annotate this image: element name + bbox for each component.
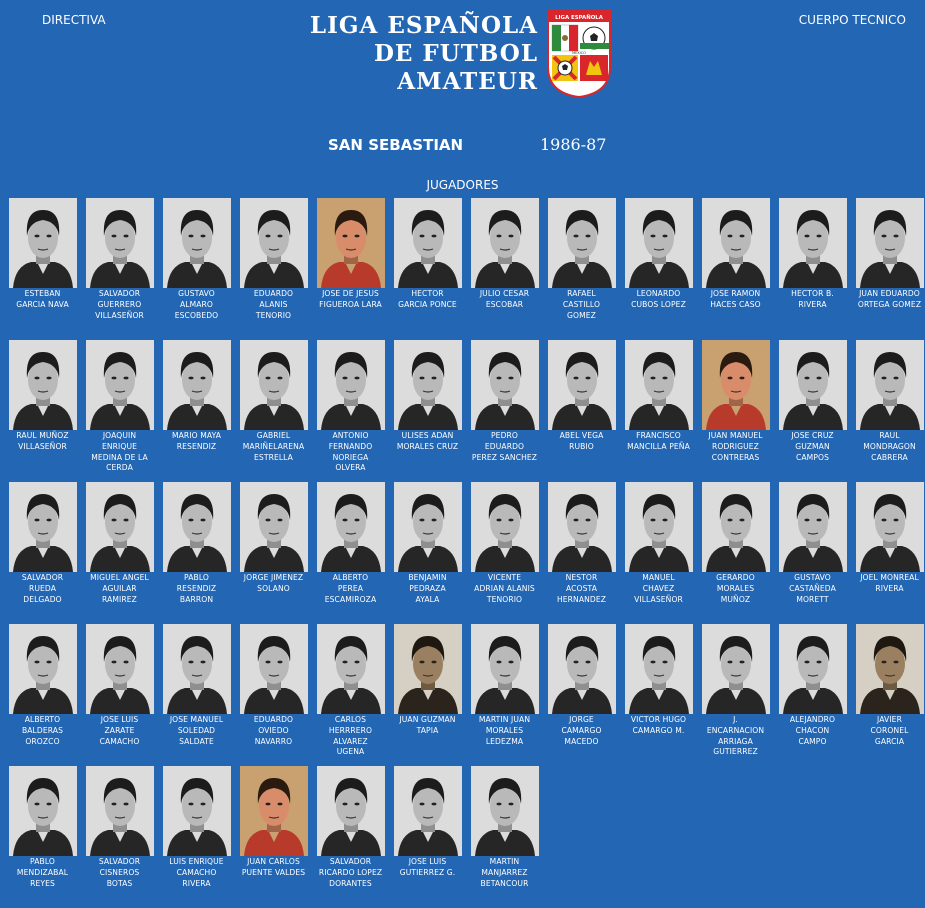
player-card[interactable] <box>620 198 697 340</box>
player-card[interactable] <box>81 624 158 766</box>
player-card[interactable] <box>697 340 774 482</box>
player-name: EDUARDO ALANIS TENORIO <box>253 289 294 320</box>
player-photo <box>779 624 847 714</box>
player-name: JOSE MANUEL SOLEDAD SALDATE <box>169 715 224 746</box>
player-card[interactable] <box>697 624 774 766</box>
player-name: JUAN EDUARDO ORTEGA GOMEZ <box>857 289 922 309</box>
player-photo <box>317 624 385 714</box>
player-card[interactable] <box>774 340 851 482</box>
player-photo <box>86 482 154 572</box>
player-card[interactable] <box>4 340 81 482</box>
player-card[interactable] <box>312 624 389 766</box>
player-card[interactable] <box>543 198 620 340</box>
player-grid <box>4 198 925 908</box>
player-photo <box>163 766 231 856</box>
player-card[interactable] <box>235 766 312 908</box>
player-name: MIGUEL ANGEL AGUILAR RAMIREZ <box>90 573 149 604</box>
player-name: LUIS ENRIQUE CAMACHO RIVERA <box>169 857 224 888</box>
player-card[interactable] <box>389 340 466 482</box>
player-photo <box>856 624 924 714</box>
player-name: MARTIN JUAN MORALES LEDEZMA <box>478 715 531 746</box>
player-name: JOSE LUIS GUTIERREZ G. <box>399 857 456 877</box>
player-name: PABLO RESENDIZ BARRON <box>176 573 217 604</box>
player-card[interactable] <box>158 766 235 908</box>
player-card[interactable] <box>466 766 543 908</box>
player-name: ANTONIO FERNANDO NORIEGA OLVERA <box>328 431 373 473</box>
player-card[interactable] <box>235 198 312 340</box>
player-name: GUSTAVO CASTAÑEDA MORETT <box>789 573 836 604</box>
player-photo <box>9 198 77 288</box>
player-name: BENJAMIN PEDRAZA AYALA <box>408 573 447 604</box>
player-photo <box>86 624 154 714</box>
player-photo <box>702 340 770 430</box>
player-card[interactable] <box>851 624 925 766</box>
player-name: GUSTAVO ALMARO ESCOBEDO <box>174 289 219 320</box>
player-photo <box>9 340 77 430</box>
player-card[interactable] <box>543 340 620 482</box>
player-card[interactable] <box>620 624 697 766</box>
player-name: J. ENCARNACION ARRIAGA GUTIERREZ <box>706 715 765 757</box>
player-card[interactable] <box>4 624 81 766</box>
player-name: GERARDO MORALES MUÑOZ <box>716 573 755 604</box>
player-card[interactable] <box>81 482 158 624</box>
player-photo <box>625 198 693 288</box>
player-name: ALBERTO BALDERAS OROZCO <box>21 715 64 746</box>
player-name: JOSE CRUZ GUZMAN CAMPOS <box>791 431 834 462</box>
player-photo <box>9 624 77 714</box>
player-photo <box>86 340 154 430</box>
player-name: SALVADOR CISNEROS BOTAS <box>98 857 141 888</box>
player-card[interactable] <box>389 482 466 624</box>
player-name: JORGE JIMENEZ SOLANO <box>243 573 304 593</box>
player-photo <box>317 198 385 288</box>
player-photo <box>548 198 616 288</box>
player-name: PEDRO EDUARDO PEREZ SANCHEZ <box>471 431 538 462</box>
player-name: RAFAEL CASTILLO GOMEZ <box>562 289 601 320</box>
player-photo <box>625 340 693 430</box>
player-card[interactable] <box>774 624 851 766</box>
player-card[interactable] <box>466 482 543 624</box>
player-photo <box>779 482 847 572</box>
player-name: CARLOS HERRRERO ALVAREZ UGENA <box>328 715 373 757</box>
player-name: JUAN GUZMAN TAPIA <box>399 715 456 735</box>
player-photo <box>240 198 308 288</box>
player-card[interactable] <box>158 340 235 482</box>
league-title-line: DE FUTBOL <box>373 40 538 67</box>
player-card[interactable] <box>312 340 389 482</box>
team-name: SAN SEBASTIAN <box>328 136 464 154</box>
player-name: VICENTE ADRIAN ALANIS TENORIO <box>474 573 535 604</box>
player-card[interactable] <box>4 482 81 624</box>
player-card[interactable] <box>389 766 466 908</box>
player-photo <box>317 340 385 430</box>
player-photo <box>471 766 539 856</box>
player-photo <box>317 766 385 856</box>
player-photo <box>394 482 462 572</box>
player-card[interactable] <box>697 482 774 624</box>
player-card[interactable] <box>158 624 235 766</box>
player-photo <box>625 482 693 572</box>
league-title-line: AMATEUR <box>397 68 538 95</box>
nav-directiva-link[interactable]: DIRECTIVA <box>42 13 106 27</box>
player-name: PABLO MENDIZABAL REYES <box>16 857 69 888</box>
player-photo <box>548 482 616 572</box>
player-name: JOEL MONREAL RIVERA <box>860 573 919 593</box>
player-name: JOSE LUIS ZARATE CAMACHO <box>99 715 140 746</box>
player-card[interactable] <box>389 624 466 766</box>
player-name: ALBERTO PEREA ESCAMIROZA <box>324 573 377 604</box>
player-name: SALVADOR RICARDO LOPEZ DORANTES <box>318 857 383 888</box>
player-photo <box>702 624 770 714</box>
player-card[interactable] <box>774 482 851 624</box>
player-name: JUAN MANUEL RODRIGUEZ CONTRERAS <box>708 431 763 462</box>
league-crest-logo <box>546 9 612 99</box>
player-photo <box>394 340 462 430</box>
player-photo <box>702 198 770 288</box>
player-card[interactable] <box>235 482 312 624</box>
player-photo <box>163 624 231 714</box>
player-name: GABRIEL MARIÑELARENA ESTRELLA <box>242 431 305 462</box>
player-photo <box>9 482 77 572</box>
player-card[interactable] <box>543 624 620 766</box>
player-name: JAVIER CORONEL GARCIA <box>870 715 909 746</box>
season-label: 1986-87 <box>540 135 607 154</box>
player-card[interactable] <box>466 198 543 340</box>
player-card[interactable] <box>158 198 235 340</box>
player-photo <box>779 198 847 288</box>
player-card[interactable] <box>466 624 543 766</box>
player-name: HECTOR GARCIA PONCE <box>398 289 457 309</box>
player-name: JOAQUIN ENRIQUE MEDINA DE LA CERDA <box>91 431 148 473</box>
player-card[interactable] <box>158 482 235 624</box>
league-title <box>310 12 538 96</box>
player-photo <box>625 624 693 714</box>
player-photo <box>240 766 308 856</box>
player-card[interactable] <box>543 482 620 624</box>
player-photo <box>317 482 385 572</box>
player-photo <box>548 624 616 714</box>
player-name: NESTOR ACOSTA HERNANDEZ <box>556 573 607 604</box>
player-name: EDUARDO OVIEDO NAVARRO <box>253 715 294 746</box>
player-photo <box>394 766 462 856</box>
player-name: RAUL MUÑOZ VILLASEÑOR <box>16 431 69 451</box>
player-name: JOSE DE JESUS FIGUEROA LARA <box>319 289 382 309</box>
player-photo <box>240 482 308 572</box>
player-name: FRANCISCO MANCILLA PEÑA <box>627 431 690 451</box>
player-card[interactable] <box>81 198 158 340</box>
league-title-line: LIGA ESPAÑOLA <box>309 12 538 39</box>
player-name: JOSE RAMON HACES CASO <box>710 289 761 309</box>
svg-text:MEXICO: MEXICO <box>572 51 586 55</box>
player-card[interactable] <box>235 624 312 766</box>
player-card[interactable] <box>851 482 925 624</box>
player-name: SALVADOR RUEDA DELGADO <box>21 573 64 604</box>
player-photo <box>86 766 154 856</box>
player-photo <box>548 340 616 430</box>
player-photo <box>471 482 539 572</box>
svg-text:LIGA ESPAÑOLA: LIGA ESPAÑOLA <box>555 15 603 21</box>
player-card[interactable] <box>389 198 466 340</box>
player-card[interactable] <box>312 766 389 908</box>
player-photo <box>163 198 231 288</box>
player-photo <box>394 624 462 714</box>
player-card[interactable] <box>620 340 697 482</box>
player-photo <box>240 340 308 430</box>
player-card[interactable] <box>312 198 389 340</box>
player-photo <box>856 340 924 430</box>
player-name: ABEL VEGA RUBIO <box>559 431 604 451</box>
player-card[interactable] <box>4 198 81 340</box>
player-name: JORGE CAMARGO MACEDO <box>561 715 602 746</box>
player-card[interactable] <box>4 766 81 908</box>
player-card[interactable] <box>851 198 925 340</box>
player-card[interactable] <box>312 482 389 624</box>
nav-cuerpo-tecnico-link[interactable]: CUERPO TECNICO <box>798 13 906 27</box>
player-photo <box>394 198 462 288</box>
player-photo <box>779 340 847 430</box>
player-card[interactable] <box>620 482 697 624</box>
player-name: ULISES ADAN MORALES CRUZ <box>396 431 459 451</box>
player-name: SALVADOR GUERRERO VILLASEÑOR <box>95 289 144 320</box>
player-name: ALEJANDRO CHACON CAMPO <box>789 715 836 746</box>
player-name: MARTIN MANJARREZ BETANCOUR <box>480 857 529 888</box>
player-name: JULIO CESAR ESCOBAR <box>479 289 530 309</box>
player-photo <box>240 624 308 714</box>
player-card[interactable] <box>851 340 925 482</box>
player-card[interactable] <box>774 198 851 340</box>
player-card[interactable] <box>466 340 543 482</box>
player-name: JUAN CARLOS PUENTE VALDES <box>241 857 306 877</box>
player-name: MANUEL CHAVEZ VILLASEÑOR <box>634 573 683 604</box>
player-card[interactable] <box>81 340 158 482</box>
player-photo <box>471 340 539 430</box>
player-card[interactable] <box>697 198 774 340</box>
player-photo <box>163 340 231 430</box>
player-photo <box>471 624 539 714</box>
player-name: VICTOR HUGO CAMARGO M. <box>630 715 687 735</box>
player-photo <box>163 482 231 572</box>
player-name: HECTOR B. RIVERA <box>791 289 834 309</box>
player-photo <box>702 482 770 572</box>
section-title: JUGADORES <box>426 178 499 192</box>
player-photo <box>9 766 77 856</box>
player-photo <box>471 198 539 288</box>
player-name: RAUL MONDRAGON CABRERA <box>863 431 916 462</box>
player-card[interactable] <box>81 766 158 908</box>
player-name: MARIO MAYA RESENDIZ <box>171 431 222 451</box>
player-photo <box>86 198 154 288</box>
player-photo <box>856 482 924 572</box>
player-photo <box>856 198 924 288</box>
player-name: ESTEBAN GARCIA NAVA <box>16 289 69 309</box>
player-card[interactable] <box>235 340 312 482</box>
player-name: LEONARDO CUBOS LOPEZ <box>631 289 686 309</box>
